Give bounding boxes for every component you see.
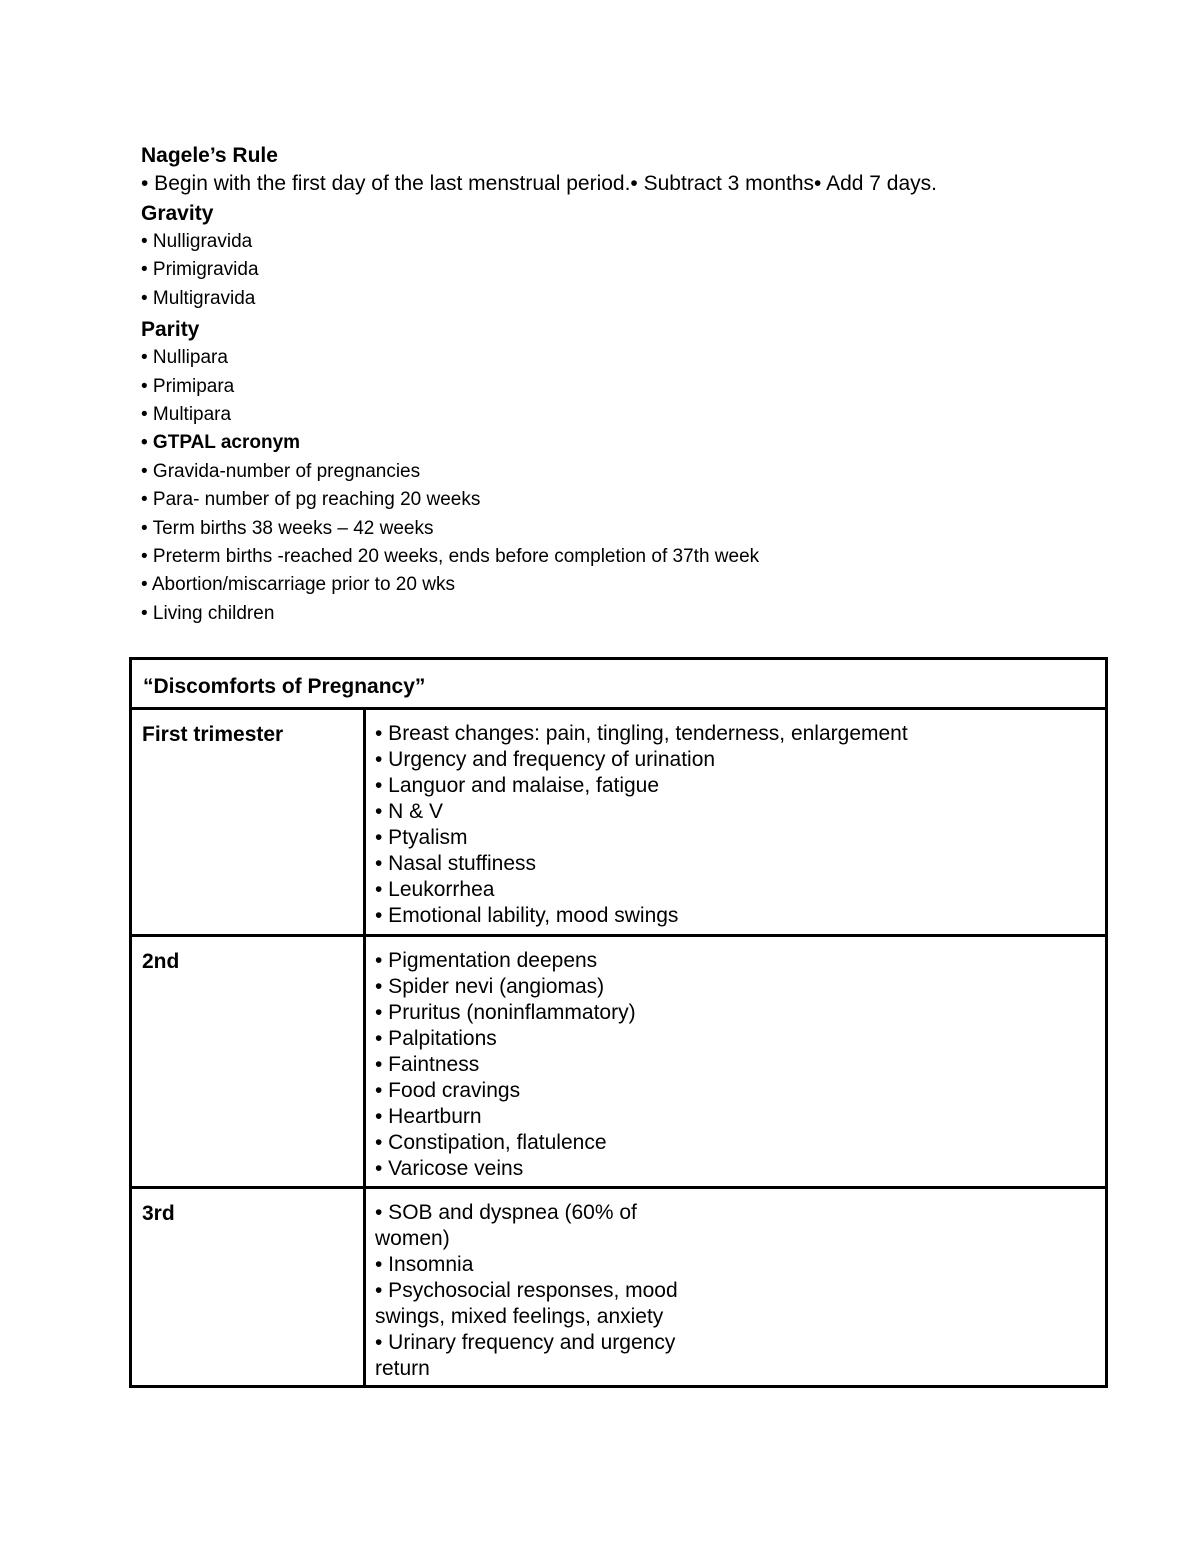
- discomfort-item: • Faintness: [375, 1053, 480, 1076]
- notes-section: [141, 142, 1041, 628]
- gtpal-item: • Abortion/miscarriage prior to 20 wks: [141, 574, 455, 596]
- discomfort-item: • Languor and malaise, fatigue: [375, 774, 660, 797]
- discomfort-item: • Spider nevi (angiomas): [375, 975, 605, 998]
- discomfort-list-cell: [365, 936, 1107, 1188]
- discomfort-item: • Emotional lability, mood swings: [375, 904, 679, 927]
- discomfort-item: • Heartburn: [375, 1105, 482, 1128]
- gravity-item: • Primigravida: [141, 259, 259, 281]
- discomfort-item: • Palpitations: [375, 1027, 497, 1050]
- table-row: [131, 1188, 1107, 1387]
- parity-item: • Primipara: [141, 375, 235, 397]
- parity-item: • Nullipara: [141, 347, 228, 369]
- gtpal-item: • Living children: [141, 602, 275, 624]
- gtpal-item: • Gravida-number of pregnancies: [141, 460, 421, 482]
- discomfort-item: • N & V: [375, 800, 444, 823]
- discomfort-item: • Insomnia: [375, 1253, 474, 1276]
- discomfort-item: • Leukorrhea: [375, 878, 495, 901]
- gtpal-heading: • GTPAL acronym: [141, 432, 301, 454]
- table-row: [131, 936, 1107, 1188]
- discomfort-list-cell: [365, 709, 1107, 936]
- gravity-heading: Gravity: [141, 202, 214, 225]
- discomfort-item: • Ptyalism: [375, 826, 468, 849]
- gtpal-item: • Preterm births -reached 20 weeks, ends before completion of 37th week: [141, 546, 760, 568]
- discomfort-item: • Urgency and frequency of urination: [375, 748, 716, 771]
- trimester-label-cell: [131, 936, 365, 1188]
- gtpal-item: • Para- number of pg reaching 20 weeks: [141, 489, 481, 511]
- discomfort-item: • Pruritus (noninflammatory): [375, 1001, 636, 1024]
- gravity-item: • Nulligravida: [141, 231, 253, 252]
- discomfort-item: • Pigmentation deepens: [375, 949, 598, 972]
- nagele-rule-text: • Begin with the first day of the last menstrual period.• Subtract 3 months• Add 7 days.: [141, 172, 937, 195]
- trimester-label-cell: [131, 709, 365, 936]
- parity-heading: Parity: [141, 318, 200, 342]
- discomfort-item: • Urinary frequency and urgency return: [375, 1331, 676, 1380]
- discomfort-item: • Psychosocial responses, mood swings, mixed feelings, anxiety: [375, 1279, 678, 1328]
- discomfort-item: • SOB and dyspnea (60% of women): [375, 1201, 637, 1250]
- discomforts-table: [129, 657, 1108, 1388]
- gtpal-item: • Term births 38 weeks – 42 weeks: [141, 517, 434, 539]
- discomfort-item: • Varicose veins: [375, 1157, 524, 1180]
- trimester-label: First trimester: [142, 723, 284, 746]
- discomfort-list-cell: [365, 1188, 1107, 1387]
- discomfort-item: • Constipation, flatulence: [375, 1131, 607, 1154]
- gravity-item: • Multigravida: [141, 287, 256, 309]
- table-title-row: [131, 659, 1107, 709]
- trimester-label: 3rd: [142, 1202, 175, 1225]
- table-title-cell: [131, 659, 1107, 709]
- parity-item: • Multipara: [141, 404, 232, 426]
- discomfort-item: • Nasal stuffiness: [375, 852, 537, 875]
- discomfort-item: • Food cravings: [375, 1079, 521, 1102]
- trimester-label: 2nd: [142, 950, 180, 973]
- table-row: [131, 709, 1107, 936]
- table-title: “Discomforts of Pregnancy”: [143, 675, 426, 698]
- trimester-label-cell: [131, 1188, 365, 1387]
- nagele-rule-heading: Nagele’s Rule: [141, 144, 278, 167]
- discomfort-item: • Breast changes: pain, tingling, tenderness, enlargement: [375, 722, 908, 745]
